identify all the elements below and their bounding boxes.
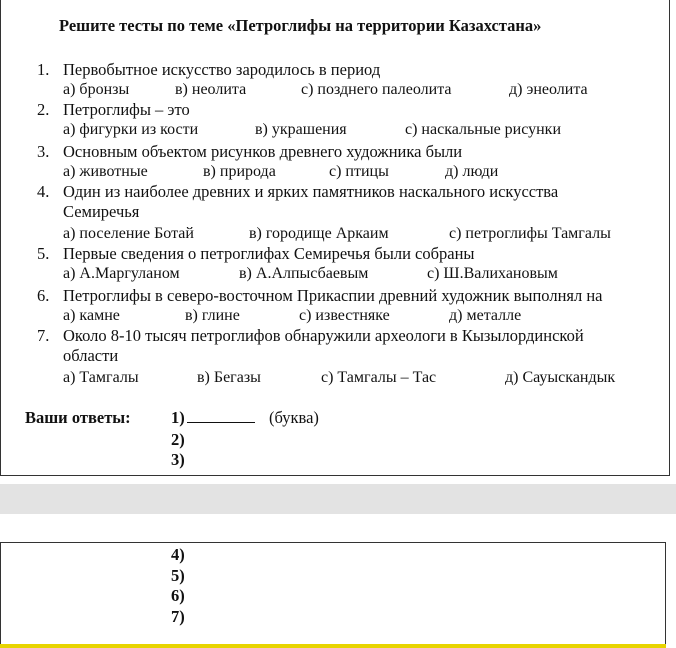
option: а) поселение Ботай bbox=[63, 225, 194, 242]
option: д) металле bbox=[449, 307, 522, 324]
question-7 bbox=[37, 326, 584, 346]
page-title: Решите тесты по теме «Петроглифы на территории Казахстана» bbox=[59, 16, 542, 35]
option: а) камне bbox=[63, 307, 120, 324]
option: с) птицы bbox=[329, 163, 389, 180]
answer-number: 4) bbox=[171, 545, 185, 564]
question-number: 4. bbox=[37, 182, 50, 201]
option: с) петроглифы Тамгалы bbox=[449, 225, 611, 242]
option: с) Ш.Валихановым bbox=[427, 265, 558, 282]
answer-number: 3) bbox=[171, 450, 185, 469]
question-text: Около 8-10 тысяч петроглифов обнаружили археологи в Кызылординской bbox=[63, 326, 584, 345]
question-4 bbox=[37, 182, 558, 202]
answer-number: 6) bbox=[171, 586, 185, 605]
question-number: 3. bbox=[37, 142, 50, 161]
question-number: 5. bbox=[37, 244, 50, 263]
answers-label: Ваши ответы: bbox=[25, 408, 131, 427]
document-page-2 bbox=[0, 542, 666, 648]
question-number: 7. bbox=[37, 326, 50, 345]
option: в) Бегазы bbox=[197, 369, 261, 386]
question-text-continued: области bbox=[63, 346, 119, 365]
option: в) городище Аркаим bbox=[249, 225, 389, 242]
question-2 bbox=[37, 100, 190, 120]
question-6 bbox=[37, 286, 603, 306]
answer-number: 2) bbox=[171, 430, 185, 449]
option: а) А.Маргуланом bbox=[63, 265, 180, 282]
option: в) неолита bbox=[175, 81, 247, 98]
option: д) Сауыскандык bbox=[505, 369, 616, 386]
question-text: Один из наиболее древних и ярких памятников наскального искусства bbox=[63, 182, 559, 201]
option: а) фигурки из кости bbox=[63, 121, 199, 138]
answer-hint: (буква) bbox=[269, 408, 319, 427]
option: а) Тамгалы bbox=[63, 369, 139, 386]
question-text: Основным объектом рисунков древнего художника были bbox=[63, 142, 463, 161]
answer-number: 5) bbox=[171, 566, 185, 585]
question-number: 2. bbox=[37, 100, 50, 119]
question-number: 6. bbox=[37, 286, 50, 305]
option: д) люди bbox=[445, 163, 499, 180]
question-text: Петроглифы – это bbox=[63, 100, 190, 119]
question-3 bbox=[37, 142, 462, 162]
question-text: Первые сведения о петроглифах Семиречья были собраны bbox=[63, 244, 475, 263]
question-number: 1. bbox=[37, 60, 50, 79]
option: с) позднего палеолита bbox=[301, 81, 452, 98]
option: в) природа bbox=[203, 163, 276, 180]
option: с) наскальные рисунки bbox=[405, 121, 562, 138]
question-5 bbox=[37, 244, 475, 264]
option: а) животные bbox=[63, 163, 148, 180]
option: а) бронзы bbox=[63, 81, 130, 98]
option: в) глине bbox=[185, 307, 240, 324]
option: с) известняке bbox=[299, 307, 390, 324]
question-text: Первобытное искусство зародилось в период bbox=[63, 60, 381, 79]
option: в) А.Алпысбаевым bbox=[239, 265, 369, 282]
option: д) энеолита bbox=[509, 81, 588, 98]
question-text-continued: Семиречья bbox=[63, 202, 140, 221]
option: в) украшения bbox=[255, 121, 347, 138]
page-gap bbox=[0, 484, 676, 514]
answer-line-1[interactable] bbox=[171, 408, 255, 428]
option: с) Тамгалы – Тас bbox=[321, 369, 437, 386]
answer-blank[interactable] bbox=[187, 408, 255, 423]
highlight-rule bbox=[0, 644, 666, 648]
answer-number: 7) bbox=[171, 607, 185, 626]
question-1 bbox=[37, 60, 380, 80]
answer-number: 1) bbox=[171, 408, 185, 427]
question-text: Петроглифы в северо-восточном Прикаспии древний художник выполнял на bbox=[63, 286, 603, 305]
